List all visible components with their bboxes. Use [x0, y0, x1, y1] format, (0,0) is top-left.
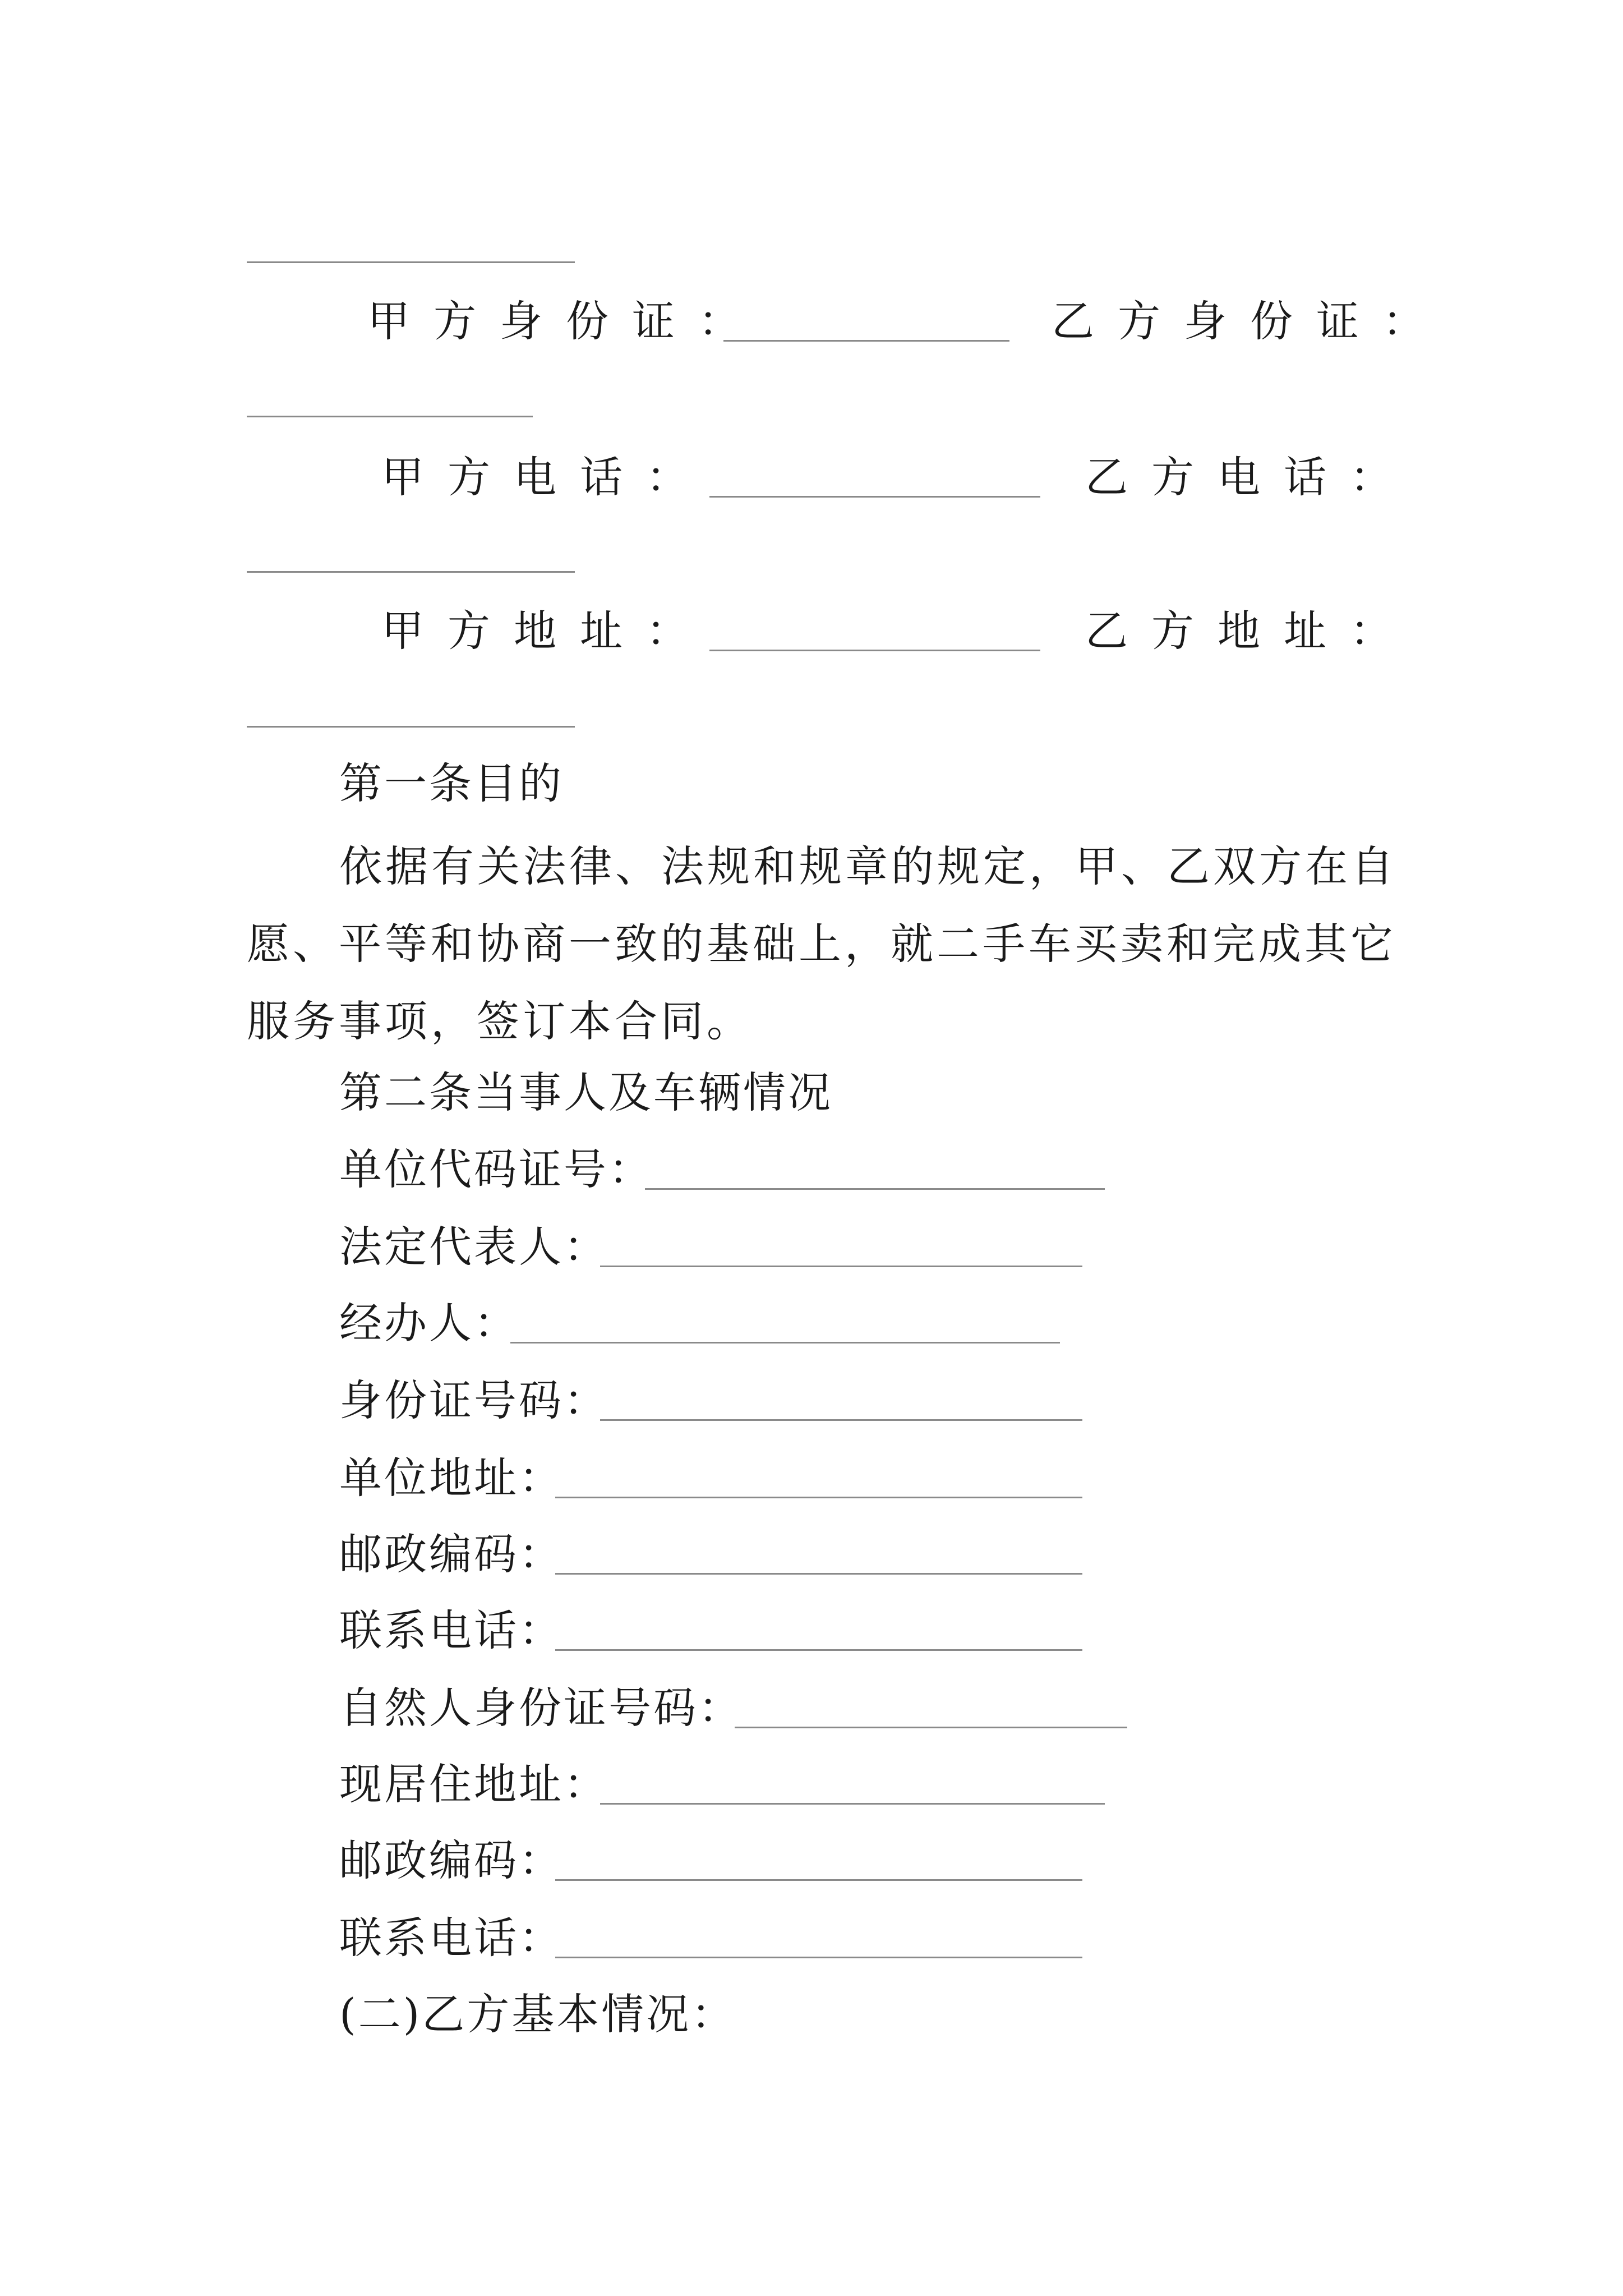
field-label-residence-address: 现居住地址：: [339, 1759, 608, 1809]
article-2-title: 第二条当事人及车辆情况: [339, 1068, 833, 1117]
field-label-unit-code: 单位代码证号：: [339, 1144, 653, 1194]
field-label-phone: 联系电话：: [339, 1605, 564, 1655]
field-label-natural-person-id: 自然人身份证号码：: [339, 1683, 743, 1733]
party-b-heading: (二)乙方基本情况：: [339, 1989, 736, 2039]
legal-rep-blank[interactable]: [600, 1266, 1082, 1267]
unit-address-blank[interactable]: [555, 1497, 1082, 1498]
party-a-phone-label: 甲方电话：: [381, 452, 712, 502]
party-b-address-blank[interactable]: [247, 726, 575, 728]
blank-line: [247, 261, 575, 263]
party-a-id-blank[interactable]: [723, 340, 1009, 342]
party-b-phone-blank[interactable]: [247, 571, 575, 573]
field-label-phone-2: 联系电话：: [339, 1913, 564, 1963]
field-label-postal-code: 邮政编码：: [339, 1529, 564, 1579]
field-label-agent: 经办人：: [339, 1298, 519, 1348]
article-1-body: 依据有关法律、法规和规章的规定，甲、乙双方在自愿、平等和协商一致的基础上，就二手车买卖和完成其它服务事项，签订本合同。: [247, 841, 1397, 1046]
party-a-phone-blank[interactable]: [709, 496, 1040, 498]
phone-2-blank[interactable]: [555, 1957, 1082, 1958]
party-a-address-blank[interactable]: [709, 650, 1040, 651]
phone-blank[interactable]: [555, 1649, 1082, 1651]
party-b-id-label: 乙方身份证：: [1052, 296, 1449, 346]
field-label-unit-address: 单位地址：: [339, 1453, 564, 1503]
postal-code-2-blank[interactable]: [555, 1879, 1082, 1881]
unit-code-blank[interactable]: [645, 1188, 1105, 1190]
party-b-address-label: 乙方地址：: [1085, 606, 1416, 656]
field-label-postal-code-2: 邮政编码：: [339, 1835, 564, 1885]
article-1-title: 第一条目的: [339, 758, 564, 808]
field-label-id-number: 身份证号码：: [339, 1375, 608, 1425]
party-a-address-label: 甲方地址：: [381, 606, 712, 656]
residence-address-blank[interactable]: [600, 1803, 1105, 1805]
id-number-blank[interactable]: [600, 1419, 1082, 1421]
party-b-phone-label: 乙方电话：: [1085, 452, 1416, 502]
party-a-id-label: 甲方身份证：: [367, 296, 764, 346]
agent-blank[interactable]: [510, 1342, 1060, 1343]
postal-code-blank[interactable]: [555, 1573, 1082, 1575]
natural-person-id-blank[interactable]: [735, 1727, 1127, 1728]
party-b-id-blank[interactable]: [247, 416, 533, 417]
field-label-legal-rep: 法定代表人：: [339, 1222, 608, 1272]
